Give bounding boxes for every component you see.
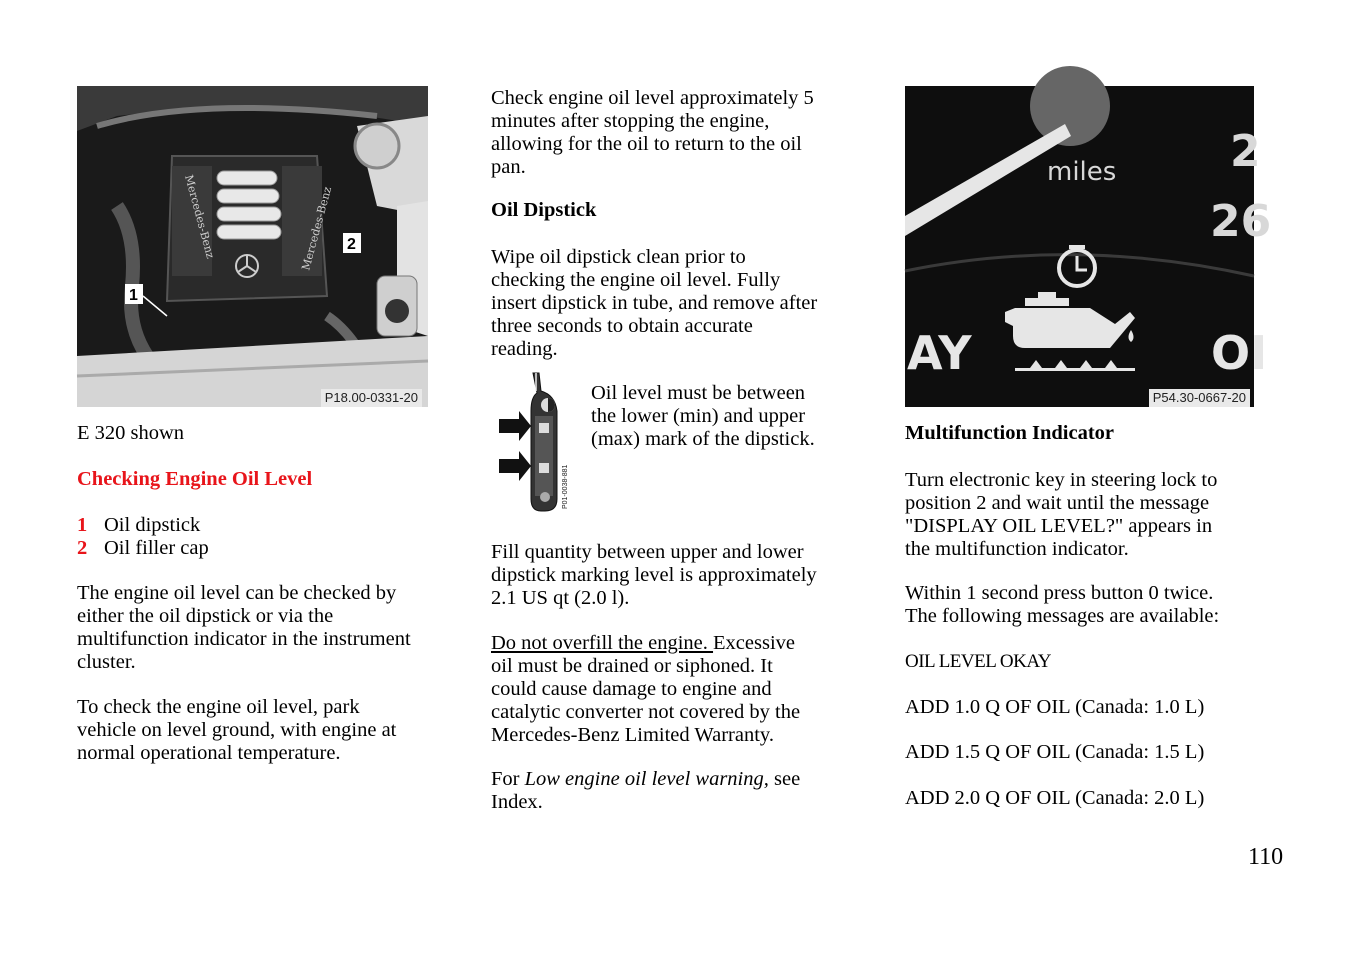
paragraph [491, 246, 817, 361]
text-line: normal operational temperature. [77, 742, 341, 764]
legend-item [77, 537, 209, 560]
text-line: the multifunction indicator. [905, 538, 1129, 560]
text-line: checking the engine oil level. Fully [491, 269, 781, 291]
text-line: vehicle on level ground, with engine at [77, 719, 397, 741]
section-heading: Multifunction Indicator [905, 422, 1114, 444]
brand-text-right: Mercedes-Benz [299, 185, 335, 272]
cluster-figure [905, 86, 1272, 407]
text-line: oil must be drained or siphoned. It [491, 655, 773, 677]
text-line: Wipe oil dipstick clean prior to [491, 246, 746, 268]
paragraph [77, 696, 396, 765]
text-line: reading. [491, 338, 558, 360]
text-line: Check engine oil level approximately 5 [491, 87, 814, 109]
ref-suffix: see [768, 768, 801, 790]
legend-num: 1 [77, 514, 88, 536]
display-text-right: OI [1211, 326, 1268, 380]
text-line: Oil level must be between [591, 382, 806, 404]
text-line [491, 632, 800, 655]
text-line: either the oil dipstick or via the [77, 605, 334, 627]
figure-caption: E 320 shown [77, 422, 185, 444]
text-line: Index. [491, 791, 543, 813]
text-line: could cause damage to engine and [491, 678, 772, 700]
text-line: multifunction indicator in the instrument [77, 628, 411, 650]
display-text-left: AY [907, 326, 972, 380]
overfill-warning [491, 632, 800, 747]
dipstick-illustration [493, 371, 573, 513]
callout-2: 2 [347, 236, 356, 253]
index-reference [491, 768, 800, 814]
text-line: (max) mark of the dipstick. [591, 428, 815, 450]
warning-text: Excessive [713, 632, 796, 654]
text-line: cluster. [77, 651, 136, 673]
legend-text: Oil filler cap [104, 537, 209, 559]
dipstick-code: P01-0038-881 [562, 464, 569, 509]
dipstick-figure [493, 371, 573, 513]
figure-code: P18.00-0331-20 [321, 389, 422, 407]
ref-topic: Low engine oil level warning, [524, 768, 769, 790]
legend-item [77, 514, 209, 537]
warning-emphasis: Do not overfill the engine. [491, 632, 714, 654]
page-number: 110 [1248, 844, 1284, 870]
text-line: insert dipstick in tube, and remove after [491, 292, 818, 314]
legend-list [77, 514, 209, 560]
brand-text-left: Mercedes-Benz [182, 173, 217, 260]
dipstick-note [591, 382, 815, 451]
text-line: pan. [491, 156, 526, 178]
text-line: 2.1 US qt (2.0 l). [491, 587, 630, 609]
paragraph [77, 582, 411, 674]
text-line: "DISPLAY OIL LEVEL?" appears in [905, 515, 1213, 537]
ref-prefix: For [491, 768, 525, 790]
text-line: Fill quantity between upper and lower [491, 541, 804, 563]
message-oil-okay: OIL LEVEL OKAY [905, 651, 1052, 672]
engine-bay-figure [77, 86, 428, 407]
message-add-oil: ADD 1.5 Q OF OIL (Canada: 1.5 L) [905, 741, 1205, 763]
cluster-digit: 2 [1230, 126, 1261, 177]
text-line: three seconds to obtain accurate [491, 315, 753, 337]
text-line: Turn electronic key in steering lock to [905, 469, 1218, 491]
text-line [491, 768, 800, 791]
text-line: the lower (min) and upper [591, 405, 806, 427]
text-line: position 2 and wait until the message [905, 492, 1210, 514]
message-add-oil: ADD 1.0 Q OF OIL (Canada: 1.0 L) [905, 696, 1205, 718]
cluster-illustration [905, 86, 1272, 407]
text-line: To check the engine oil level, park [77, 696, 360, 718]
legend-num: 2 [77, 537, 88, 559]
section-heading: Checking Engine Oil Level [77, 468, 313, 490]
paragraph [905, 582, 1219, 628]
text-line: The engine oil level can be checked by [77, 582, 397, 604]
text-line: Mercedes-Benz Limited Warranty. [491, 724, 774, 746]
section-heading: Oil Dipstick [491, 199, 597, 221]
callout-1: 1 [129, 287, 138, 304]
cluster-digit: 26 [1210, 196, 1272, 247]
text-line: dipstick marking level is approximately [491, 564, 817, 586]
engine-bay-illustration [77, 86, 428, 407]
paragraph [905, 469, 1217, 561]
legend-text: Oil dipstick [104, 514, 201, 536]
text-line: catalytic converter not covered by the [491, 701, 801, 723]
text-line: minutes after stopping the engine, [491, 110, 770, 132]
paragraph [491, 541, 817, 610]
figure-code: P54.30-0667-20 [1149, 389, 1250, 407]
text-line: The following messages are available: [905, 605, 1220, 627]
miles-label: miles [1047, 157, 1117, 187]
message-add-oil: ADD 2.0 Q OF OIL (Canada: 2.0 L) [905, 787, 1205, 809]
text-line: allowing for the oil to return to the oil [491, 133, 802, 155]
text-line: Within 1 second press button 0 twice. [905, 582, 1214, 604]
paragraph [491, 87, 814, 179]
